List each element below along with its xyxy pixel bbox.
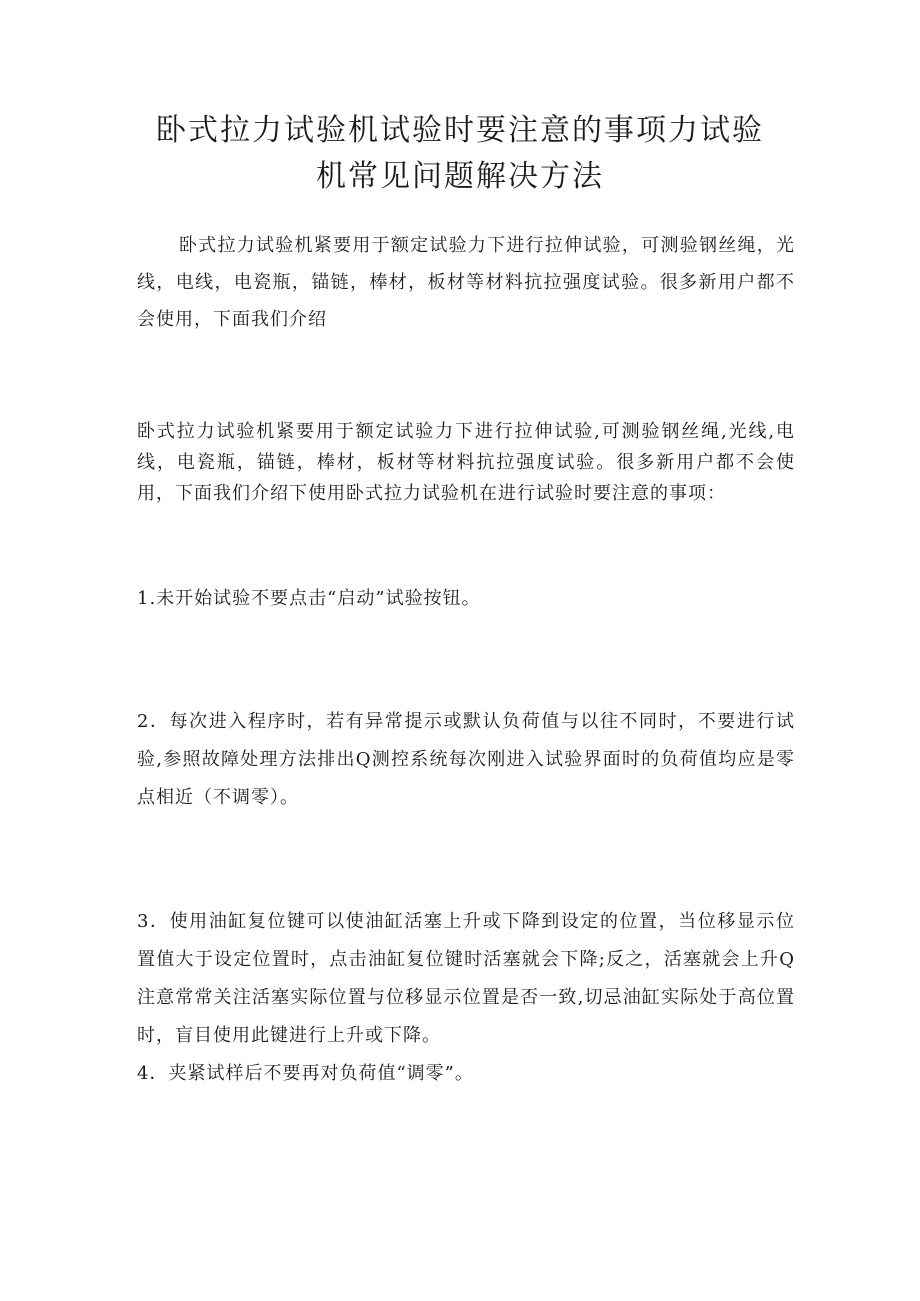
document-title xyxy=(120,108,800,200)
list-item-1: 1.未开始试验不要点击“启动”试验按钮。 xyxy=(137,588,481,609)
list-item-2: 2．每次进入程序时，若有异常提示或默认负荷值与以往不同时，不要进行试验,参照故障处理方法排出Q测控系统每次刚进入试验界面时的负荷值均应是零点相近（不调零）。 xyxy=(137,711,795,808)
intro-paragraph: 卧式拉力试验机紧要用于额定试验力下进行拉伸试验，可测验钢丝绳，光线，电线，电瓷瓶，锚链，棒材，板材等材料抗拉强度试验。很多新用户都不会使用，下面我们介绍 xyxy=(137,235,795,330)
list-item-4: 4．夹紧试样后不要再对负荷值“调零”。 xyxy=(137,1063,474,1084)
body-paragraph: 卧式拉力试验机紧要用于额定试验力下进行拉伸试验,可测验钢丝绳,光线,电线，电瓷瓶，锚链，棒材，板材等材料抗拉强度试验。很多新用户都不会使用，下面我们介绍下使用卧式拉力试验机在进行试验时要注意的事项： xyxy=(137,421,795,504)
title-line-1: 卧式拉力试验机试验时要注意的事项力试验 xyxy=(156,113,764,148)
list-item-3: 3．使用油缸复位键可以使油缸活塞上升或下降到设定的位置，当位移显示位置值大于设定位置时，点击油缸复位键时活塞就会下降;反之，活塞就会上升Q注意常常关注活塞实际位置与位移显示位置是否一致,切忌油缸实际处于高位置时，盲目使用此键进行上升或下降。 xyxy=(137,911,795,1046)
title-line-2: 机常见问题解决方法 xyxy=(316,159,604,194)
